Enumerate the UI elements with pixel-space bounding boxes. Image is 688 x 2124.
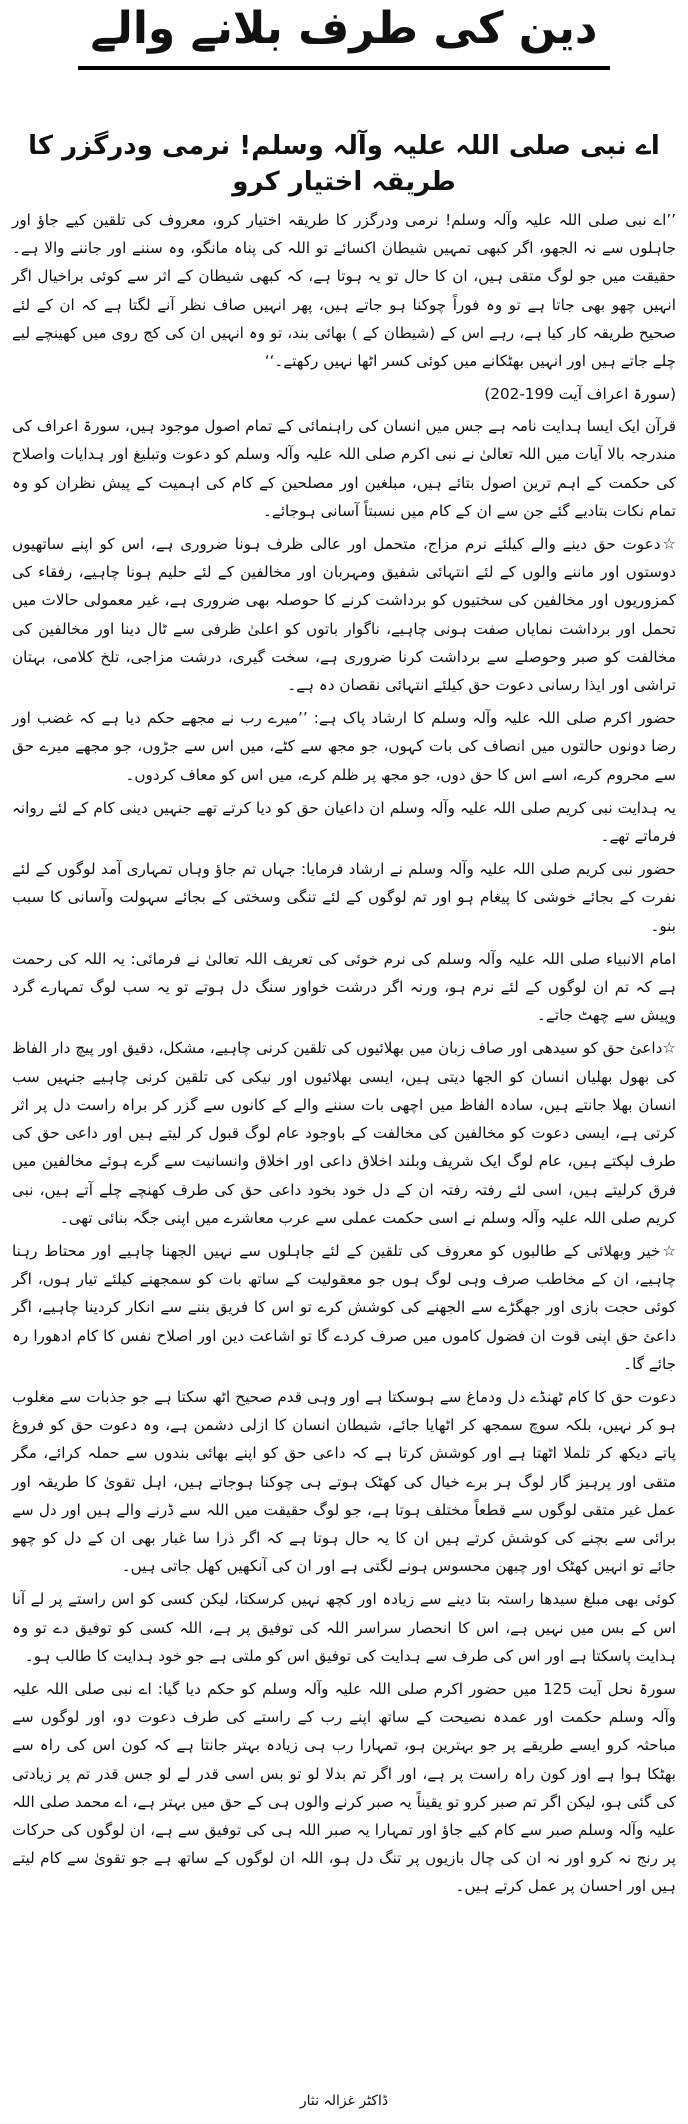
body-paragraph: حضور اکرم صلی اللہ علیہ وآلہ وسلم کا ارشاد پاک ہے: ’’میرے رب نے مجھے حکم دیا ہے کہ غضب اور رضا دونوں حالتوں میں انصاف کی بات کہوں، جو مجھ سے کٹے، میں اس سے جڑوں، جو مجھے میرے حق سے محروم کرے، اسے اس کا حق دوں، جو مجھ پر ظلم کرے، میں اس کو معاف کردوں۔ bbox=[12, 709, 676, 784]
author-byline: ڈاکٹر غزالہ نثار bbox=[299, 2093, 389, 2109]
body-paragraph: دعوت حق کا کام ٹھنڈے دل ودماغ سے ہوسکتا ہے اور وہی قدم صحیح اٹھ سکتا ہے جو جذبات سے مغلوب ہو کر نہیں، بلکہ سوچ سمجھ کر اٹھایا جائے، شیطان انسان کا ازلی دشمن ہے، وہ دعوت حق کو فروغ پاتے دیکھ کر تلملا اٹھتا ہے اور کوشش کرتا ہے کہ داعی حق کو اپنے بھائی بندوں سے حملہ کرائے، مگر متقی اور پرہیز گار لوگ ہر برے خیال کی کھٹک ہوتے ہی چوکنا ہوجاتے ہیں، اہل تقویٰ کا طریقہ اور عمل غیر متقی لوگوں سے قطعاً مختلف ہوتا ہے، جو لوگ حقیقت میں اللہ سے ڈرنے والے ہیں اور دل سے برائی سے بچنے کی کوشش کرتے ہیں ان کا یہ حال ہوتا ہے کہ اگر ذرا سا غبار بھی ان کے دل کو چھو جائے تو انہیں کھٹک اور چبھن محسوس ہونے لگتی ہے اور ان کی آنکھیں کھل جاتی ہیں۔ bbox=[12, 1387, 676, 1576]
body-paragraph: ☆داعئ حق کو سیدھی اور صاف زبان میں بھلائیوں کی تلقین کرنی چاہیے، مشکل، دقیق اور پیچ دار الفاظ کی بھول بھلیاں انسان کو الجھا دیتی ہیں، ایسی بھلائیوں اور نیکی کی تلقین کرنی چاہیے جنہیں سب انسان بھلا جانتے ہیں، سادہ الفاظ میں اچھی بات سننے والے کے کانوں سے گزر کر براہ راست دل پر اثر کرتی ہے، ایسی دعوت کو مخالفین کی مخالفت کے باوجود عام لوگ قبول کر لیتے ہیں اور داعی حق کی طرف لپکتے ہیں، عام لوگ ایک شریف وبلند اخلاق داعی اور اخلاق وانسانیت سے گرے ہوئے مخالفین میں فرق کرلیتے ہیں، اسی لئے رفتہ رفتہ ان کے دل خود بخود داعی حق کی طرف کھنچے چلے آتے ہیں، نبی کریم صلی اللہ علیہ وآلہ وسلم نے اسی حکمت عملی سے عرب معاشرے میں اپنی جگہ بنائی تھی۔ bbox=[12, 1039, 676, 1227]
body-paragraph: یہ ہدایت نبی کریم صلی اللہ علیہ وآلہ وسلم ان داعیان حق کو دیا کرتے تھے جنہیں دینی کام کے لئے روانہ فرماتے تھے۔ bbox=[12, 798, 676, 846]
body-paragraph: ☆دعوت حق دینے والے کیلئے نرم مزاج، متحمل اور عالی ظرف ہونا ضروری ہے، اس کو اپنے ساتھیوں دوستوں اور ماننے والوں کے لئے انتہائی شفیق ومہربان اور مخالفین کے لئے حلیم ہونا چاہیے، رفقاء کی کمزوریوں اور مخالفین کی سختیوں کو برداشت کرنے کا حوصلہ بھی ضروری ہے، غیر معمولی حالات میں تحمل اور برداشت نمایاں صفت ہونی چاہیے، ناگوار باتوں کو اعلیٰ ظرفی سے ٹال دینا اور مخالفین کی مخالفت کو صبر وحوصلے سے برداشت کرنا ضروری ہے، سخت گیری، درشت مزاجی، تلخ کلامی، بہتان تراشی اور ایذا رسانی دعوت حق کیلئے انتہائی نقصان دہ ہے۔ bbox=[12, 535, 676, 695]
body-paragraph: امام الانبیاء صلی اللہ علیہ وآلہ وسلم کی نرم خوئی کی تعریف اللہ تعالیٰ نے فرمائی: یہ اللہ کی رحمت ہے کہ تم ان لوگوں کے لئے نرم ہو، ورنہ اگر درشت خواور سنگ دل ہوتے تو یہ سب لوگ تمہارے گرد وپیش سے چھٹ جاتے۔ bbox=[12, 949, 676, 1025]
body-paragraph: سورۃ نحل آیت 125 میں حضور اکرم صلی اللہ علیہ وآلہ وسلم کو حکم دیا گیا: اے نبی صلی اللہ علیہ وآلہ وسلم حکمت اور عمدہ نصیحت کے ساتھ اپنے رب کے راستے کی طرف دعوت دو، اور لوگوں سے مباحثہ کرو ایسے طریقے پر جو بہترین ہو، تمہارا رب ہی زیادہ بہتر جانتا ہے کہ کون اس کی راہ سے بھٹکا ہوا ہے اور کون راہ راست پر ہے، اور اگر تم بدلا لو تو بس اسی قدر لے لو جس قدر تم پر زیادتی کی گئی ہو، لیکن اگر تم صبر کرو تو یقیناً یہ صبر کرنے والوں ہی کے حق میں بہتر ہے، اے محمد صلی اللہ علیہ وآلہ وسلم صبر سے کام کیے جاؤ اور تمہارا یہ صبر اللہ ہی کی توفیق سے ہے، ان لوگوں کی حرکات پر رنج نہ کرو اور نہ ان کی چال بازیوں پر تنگ دل ہو، اللہ ان لوگوں کے ساتھ ہے جو تقویٰ سے کام لیتے ہیں اور احسان پر عمل کرتے ہیں۔ bbox=[12, 1679, 676, 1896]
quote-paragraph: ’’اے نبی صلی اللہ علیہ وآلہ وسلم! نرمی ودرگزر کا طریقہ اختیار کرو، معروف کی تلقین کیے جاؤ اور جاہلوں سے نہ الجھو، اگر کبھی تمہیں شیطان اکسائے تو اللہ کی پناہ مانگو، وہ سننے اور جاننے والا ہے۔ حقیقت میں جو لوگ متقی ہیں، ان کا حال تو یہ ہوتا ہے، کہ کبھی شیطان کے اثر سے کوئی براخیال اگر انہیں چھو بھی جاتا ہے تو وہ فوراً چوکنا ہو جاتے ہیں، پھر انہیں صاف نظر آنے لگتا ہے کہ ان کے لئے صحیح طریقہ کار کیا ہے، رہے اس کے (شیطان کے ) بھائی بند، تو وہ انہیں ان کی کج روی میں کھینچے لیے چلے جاتے ہیں اور انہیں بھٹکانے میں کوئی کسر اٹھا نہیں رکھتے۔‘‘ bbox=[12, 211, 676, 371]
title-underline bbox=[78, 66, 610, 70]
body-paragraph: قرآن ایک ایسا ہدایت نامہ ہے جس میں انسان کی راہنمائی کے تمام اصول موجود ہیں، سورۃ اعراف کی مندرجہ بالا آیات میں اللہ تعالیٰ نے نبی اکرم صلی اللہ علیہ وآلہ وسلم کو دعوت وتبلیغ اور ہدایات واصلاح کی حکمت کے اہم ترین اصول بتائے ہیں، مبلغین اور مصلحین کے کام کی اہمیت کے پیش نظران کو وہ تمام نکات بتادیے گئے جن سے ان کے کام میں نسبتاً آسانی ہوجائے۔ bbox=[12, 417, 676, 520]
body-paragraph: حضور نبی کریم صلی اللہ علیہ وآلہ وسلم نے ارشاد فرمایا: جہاں تم جاؤ وہاں تمہاری آمد لوگوں کے لئے نفرت کے بجائے خوشی کا پیغام ہو اور تم لوگوں کے لئے تنگی وسختی کے بجائے سہولت وآسانی کا سبب بنو۔ bbox=[12, 860, 676, 935]
page-title: دین کی طرف بلانے والے bbox=[90, 3, 598, 54]
article-body bbox=[12, 206, 676, 1901]
article-headline: اے نبی صلی اللہ علیہ وآلہ وسلم! نرمی ودرگزر کا طریقہ اختیار کرو bbox=[28, 131, 660, 197]
masthead bbox=[12, 0, 676, 58]
verse-reference: (سورۃ اعراف آیت 199-202) bbox=[484, 385, 676, 404]
body-paragraph: کوئی بھی مبلغ سیدھا راستہ بتا دینے سے زیادہ اور کچھ نہیں کرسکتا، لیکن کسی کو اس راستے پر لے آنا اس کے بس میں نہیں ہے، اس کا انحصار سراسر اللہ کی توفیق پر ہے، اللہ کسی کو توفیق دے تو وہ ہدایت پاسکتا ہے اور اس کی طرف سے ہدایت کی توفیق اس کو ملتی ہے جو خود ہدایت کا طالب ہو۔ bbox=[12, 1590, 676, 1665]
body-paragraph: ☆خیر وبھلائی کے طالبوں کو معروف کی تلقین کے لئے جاہلوں سے نہیں الجھنا چاہیے اور محتاط رہنا چاہیے، ان کے مخاطب صرف وہی لوگ ہوں جو معقولیت کے ساتھ بات کو سمجھنے کیلئے تیار ہوں، اگر کوئی حجت بازی اور جھگڑے سے الجھنے کی کوشش کرے تو اس کا فریق بننے سے انکار کردینا چاہیے، اگر داعئ حق اپنی قوت ان فضول کاموں میں صرف کردے گا تو اشاعت دین اور اصلاح نفس کا کام ادھورا رہ جائے گا۔ bbox=[12, 1241, 676, 1373]
